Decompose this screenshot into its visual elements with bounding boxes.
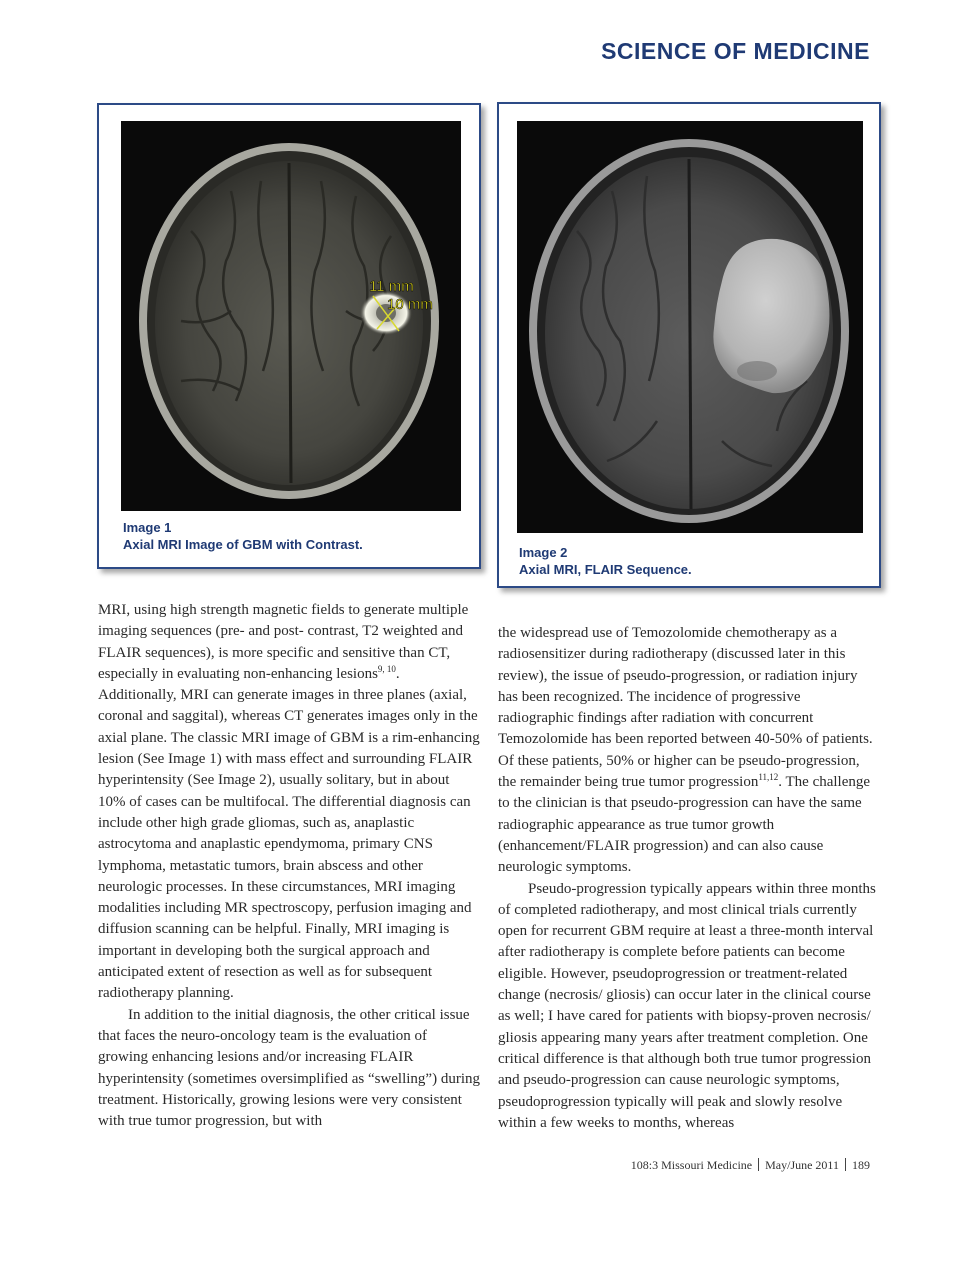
citation-superscript: 11,12	[758, 772, 779, 783]
article-left-column	[98, 600, 480, 1132]
figure-2-label: Image 2	[519, 545, 568, 560]
figure-2-caption	[519, 544, 692, 578]
measurement-label-11mm: 11 mm	[369, 278, 414, 295]
body-paragraph	[98, 600, 480, 1005]
body-paragraph: Pseudo-progression typically appears within three months of completed radiotherapy, and most clinical trials currently open for recurrent GBM require at least a three-month interval after radiotherapy is complete before patients can become eligible. However, pseudoprogression or treatment-related change (necrosis/ gliosis) can occur later in the clinical course as well; I have cared for patients with biopsy-proven necrosis/ gliosis appearing many years after treatment completion. One critical difference is that although both true tumor progression and pseudo-progression can cause neurologic symptoms, pseudoprogression typically will peak and slowly resolve within a few weeks to months, whereas	[498, 880, 876, 1131]
issue-date: May/June 2011	[765, 1158, 839, 1172]
section-header: SCIENCE OF MEDICINE	[601, 38, 870, 64]
citation-superscript: 9, 10	[377, 663, 396, 674]
paragraph-text: the widespread use of Temozolomide chemotherapy as a radiosensitizer during radiotherapy (discussed later in this review), the issue of pseudo-progression, or radiation injury has been recognized. The incidence of progressive radiographic findings after radiation with concurrent Temozolomide has been reported between 40-50% of patients. Of these patients, 50% or higher can be pseudo-progression, the remainder being true tumor progression	[498, 625, 873, 791]
paragraph-text: . The challenge to the clinician is that pseudo-progression can have the same radiographic appearance as true tumor growth (enhancement/FLAIR progression) and can also cause neurologic symptoms.	[498, 774, 871, 876]
figure-1-caption	[123, 519, 363, 553]
figure-1-caption-text: Axial MRI Image of GBM with Contrast.	[123, 537, 363, 552]
mri-image-contrast	[121, 121, 461, 511]
article-right-column	[498, 623, 880, 1134]
figure-2-caption-text: Axial MRI, FLAIR Sequence.	[519, 562, 692, 577]
page-footer	[631, 1158, 870, 1173]
page-number: 189	[852, 1158, 870, 1172]
body-paragraph	[498, 623, 880, 879]
mri-image-flair	[517, 121, 863, 533]
body-paragraph: In addition to the initial diagnosis, the other critical issue that faces the neuro-oncology team is the evaluation of growing enhancing lesions and/or increasing FLAIR hyperintensity (sometimes oversimplified as “swelling”) during treatment. Historically, growing lesions were very consistent with true tumor progression, but with	[98, 1006, 481, 1130]
paragraph-text: . Additionally, MRI can generate images in three planes (axial, coronal and saggital), whereas CT generates images only in the axial plane. The classic MRI image of GBM is a rim-enhancing lesion (See Image 1) with mass effect and surrounding FLAIR hyperintensity (See Image 2), usually solitary, but in about 10% of cases can be multifocal. The differential diagnosis can include other high grade gliomas, such as, anaplastic astrocytoma and anaplastic ependymoma, primary CNS lymphoma, metastatic tumors, brain abscess and other neurologic processes. In these circumstances, MRI imaging modalities including MR spectroscopy, perfusion imaging and diffusion scanning can be helpful. Finally, MRI imaging is important in developing both the surgical approach and anticipated extent of resection as well as for subsequent radiotherapy planning.	[98, 665, 480, 1002]
footer-divider	[758, 1158, 759, 1171]
paragraph-text: MRI, using high strength magnetic fields to generate multiple imaging sequences (pre- and post- contrast, T2 weighted and FLAIR sequences), is more specific and sensitive than CT, especially in evaluating non-enhancing lesions	[98, 602, 469, 682]
footer-divider	[845, 1158, 846, 1171]
journal-name: 108:3 Missouri Medicine	[630, 1158, 753, 1172]
figure-image-1	[97, 103, 481, 569]
figure-1-label: Image 1	[123, 520, 172, 535]
figure-image-2	[497, 102, 881, 588]
measurement-label-10mm: 10 mm	[387, 296, 433, 313]
